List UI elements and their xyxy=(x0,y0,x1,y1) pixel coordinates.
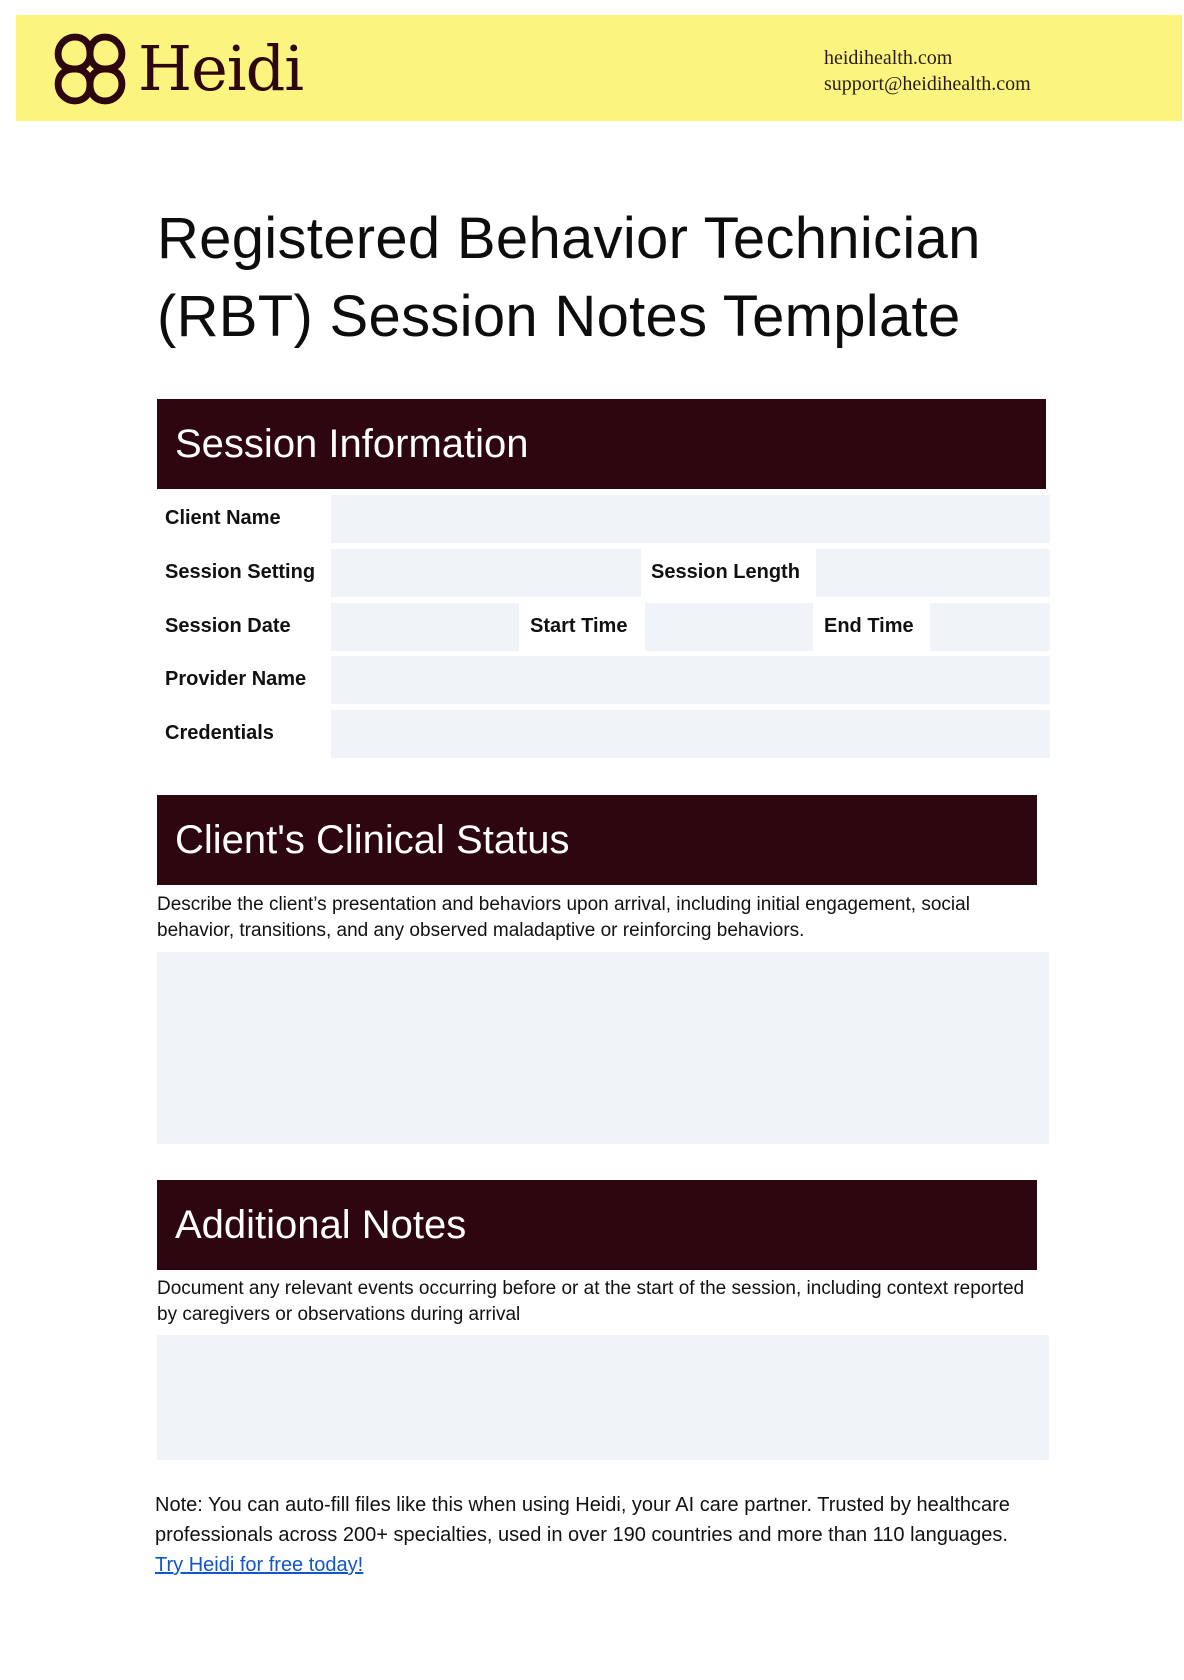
footer-note xyxy=(155,1490,1055,1580)
start-time-label: Start Time xyxy=(530,615,628,637)
contact-info xyxy=(824,45,1031,97)
section-header-additional-notes: Additional Notes xyxy=(157,1180,1037,1270)
support-email-link[interactable]: support@heidihealth.com xyxy=(824,73,1031,95)
title-line-2: (RBT) Session Notes Template xyxy=(157,284,961,349)
title-line-1: Registered Behavior Technician xyxy=(157,206,981,271)
document-title xyxy=(157,200,1077,356)
session-date-label: Session Date xyxy=(165,615,291,637)
session-date-field[interactable] xyxy=(331,603,519,651)
session-length-field[interactable] xyxy=(816,549,1050,597)
header-banner xyxy=(16,15,1182,121)
heidi-logo[interactable] xyxy=(52,29,303,109)
website-link[interactable]: heidihealth.com xyxy=(824,47,953,69)
additional-notes-description: Document any relevant events occurring before or at the start of the session, including context reported by caregivers or observations during arrival xyxy=(157,1278,1025,1325)
footer-note-text: Note: You can auto-fill files like this when using Heidi, your AI care partner. Trusted by healthcare professionals across 200+ specialties, used in over 190 countries and more than 110 languages. xyxy=(155,1494,1010,1546)
session-setting-field[interactable] xyxy=(331,549,641,597)
client-name-field[interactable] xyxy=(331,495,1050,543)
section-header-session-information: Session Information xyxy=(157,399,1046,489)
section-header-clinical-status: Client's Clinical Status xyxy=(157,795,1037,885)
additional-notes-textarea[interactable] xyxy=(157,1335,1049,1460)
provider-name-label: Provider Name xyxy=(165,668,307,690)
try-heidi-link[interactable]: Try Heidi for free today! xyxy=(155,1554,364,1576)
end-time-label: End Time xyxy=(824,615,914,637)
clinical-status-description: Describe the client’s presentation and behaviors upon arrival, including initial engagement, social behavior, transitions, and any observed maladaptive or reinforcing behaviors. xyxy=(157,894,970,941)
credentials-field[interactable] xyxy=(331,710,1050,758)
heidi-knot-icon xyxy=(52,31,128,107)
logo-wordmark: Heidi xyxy=(138,32,304,105)
client-name-label: Client Name xyxy=(165,507,281,529)
session-setting-label: Session Setting xyxy=(165,561,316,583)
end-time-field[interactable] xyxy=(930,603,1050,651)
start-time-field[interactable] xyxy=(645,603,813,651)
credentials-label: Credentials xyxy=(165,722,274,744)
session-length-label: Session Length xyxy=(651,561,800,583)
clinical-status-textarea[interactable] xyxy=(157,952,1049,1144)
provider-name-field[interactable] xyxy=(331,656,1050,704)
